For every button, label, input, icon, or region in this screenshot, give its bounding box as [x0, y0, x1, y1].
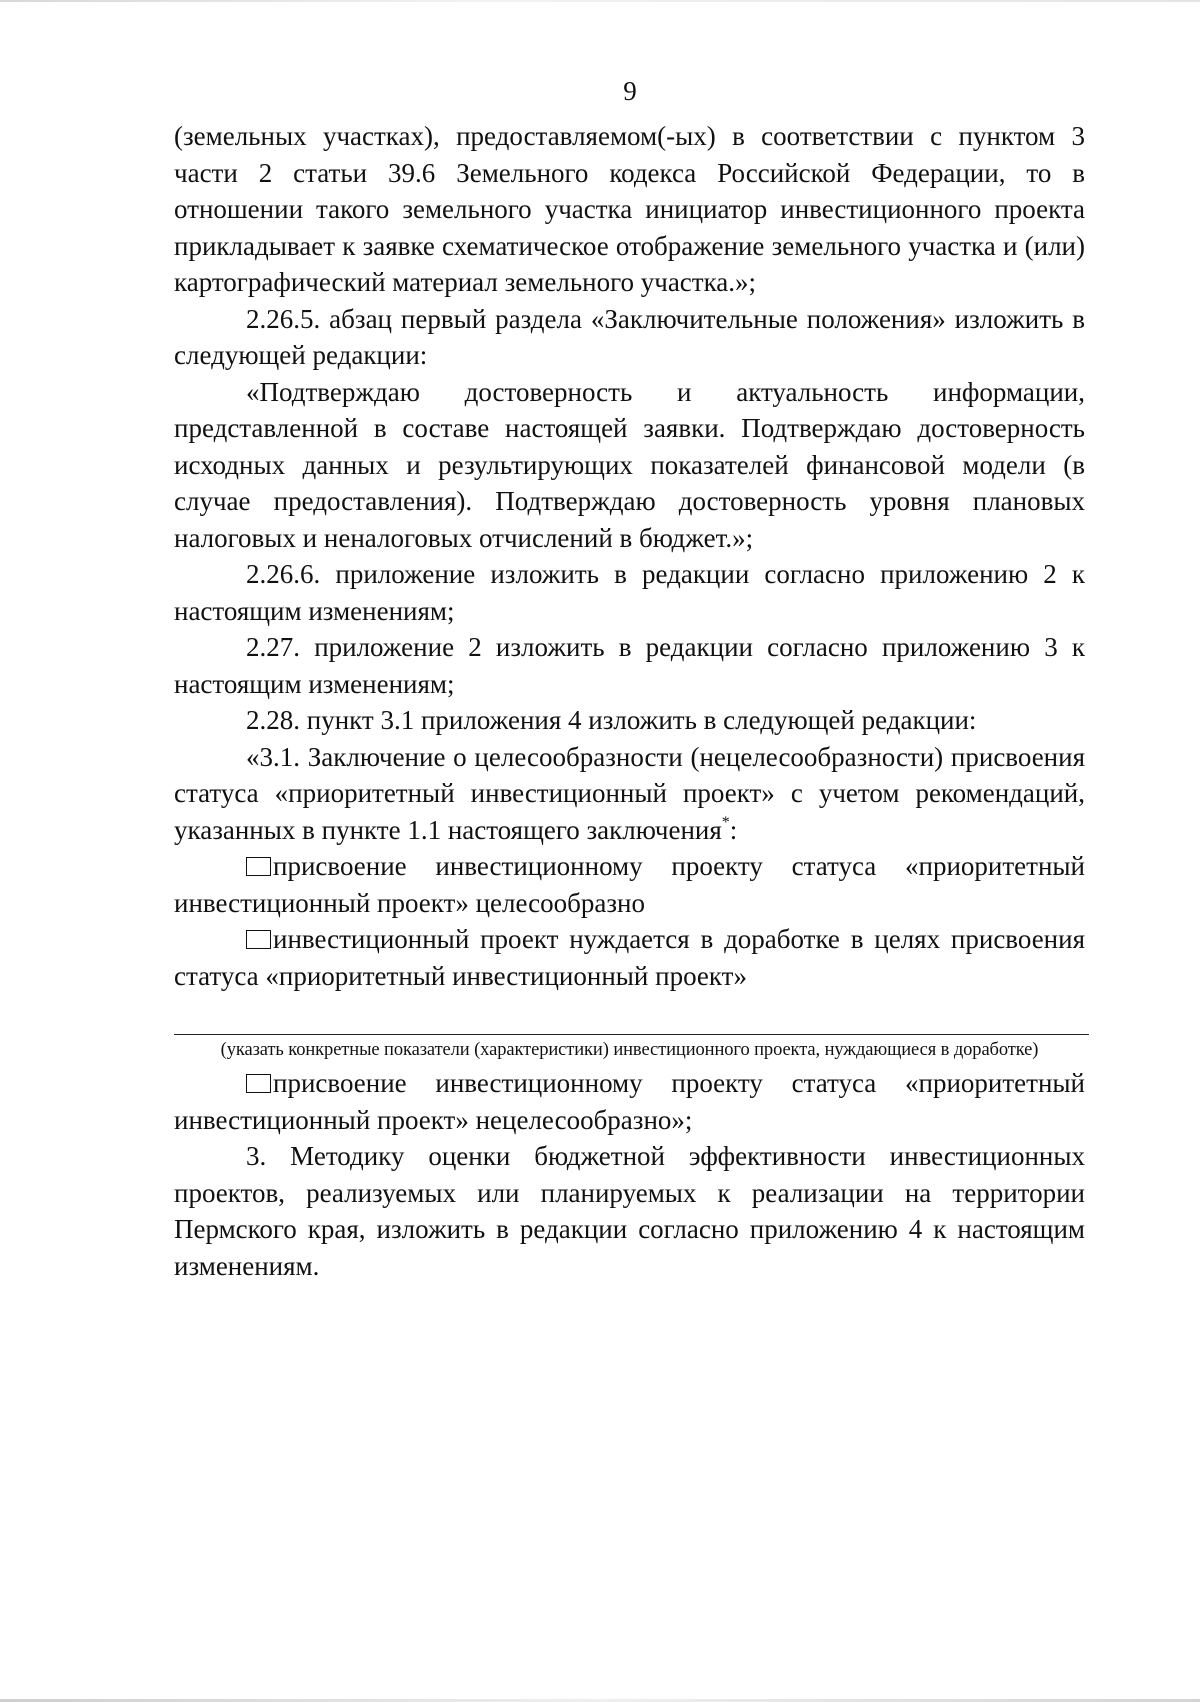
paragraph-2-26-5: 2.26.5. абзац первый раздела «Заключительные положения» изложить в следующей редакции:	[174, 303, 1085, 370]
paragraph-2-26-6: 2.26.6. приложение изложить в редакции согласно приложению 2 к настоящим изменениям;	[174, 559, 1085, 626]
checkbox-needs-revision[interactable]	[246, 930, 271, 949]
footnote-asterisk: *	[721, 813, 730, 831]
fill-in-line	[174, 994, 1089, 1035]
option-inexpedient-label: присвоение инвестиционному проекту статуса «приоритетный инвестиционный проект» нецелесообразно»;	[174, 1068, 1085, 1135]
conclusion-text: «3.1. Заключение о целесообразности (нецелесообразности) присвоения статуса «приоритетный инвестиционный проект» с учетом рекомендаций, указанных в пункте 1.1 настоящего заключения	[174, 741, 1085, 845]
checkbox-expedient[interactable]	[246, 857, 271, 876]
page-number: 9	[623, 76, 637, 106]
option-needs-revision	[174, 921, 1085, 994]
conclusion-colon: :	[729, 814, 738, 845]
document-body	[174, 118, 1085, 1284]
paragraph-3-methodology: 3. Методику оценки бюджетной эффективности инвестиционных проектов, реализуемых или планируемых к реализации на территории Пермского края, изложить в редакции согласно приложению 4 к настоящим изменениям.	[174, 1141, 1085, 1281]
option-expedient-label: присвоение инвестиционному проекту статуса «приоритетный инвестиционный проект» целесообразно	[174, 851, 1085, 918]
paragraph-3-1-conclusion	[174, 739, 1085, 849]
checkbox-inexpedient[interactable]	[246, 1074, 271, 1093]
scan-edge-top	[0, 0, 1200, 2]
paragraph-confirmation: «Подтверждаю достоверность и актуальность информации, представленной в составе настоящей заявки. Подтверждаю достоверность исходных данных и результирующих показателей финансовой модели (в случае предоставления). Подтверждаю достоверность уровня плановых налоговых и неналоговых отчислений в бюджет.»;	[174, 376, 1085, 553]
option-inexpedient	[174, 1065, 1085, 1138]
paragraph-2-28: 2.28. пункт 3.1 приложения 4 изложить в следующей редакции:	[246, 705, 977, 735]
paragraph-land-plots: (земельных участках), предоставляемом(-ых) в соответствии с пунктом 3 части 2 статьи 39.6 Земельного кодекса Российской Федерации, то в отношении такого земельного участка инициатор инвестиционного проекта прикладывает к заявке схематическое отображение земельного участка и (или) картографический материал земельного участка.»;	[174, 121, 1085, 297]
option-expedient	[174, 848, 1085, 921]
option-needs-revision-label: инвестиционный проект нуждается в доработке в целях присвоения статуса «приоритетный инвестиционный проект»	[174, 924, 1085, 991]
fill-in-hint: (указать конкретные показатели (характеристики) инвестиционного проекта, нуждающиеся в доработке)	[220, 1040, 1039, 1060]
paragraph-2-27: 2.27. приложение 2 изложить в редакции согласно приложению 3 к настоящим изменениям;	[174, 632, 1085, 699]
